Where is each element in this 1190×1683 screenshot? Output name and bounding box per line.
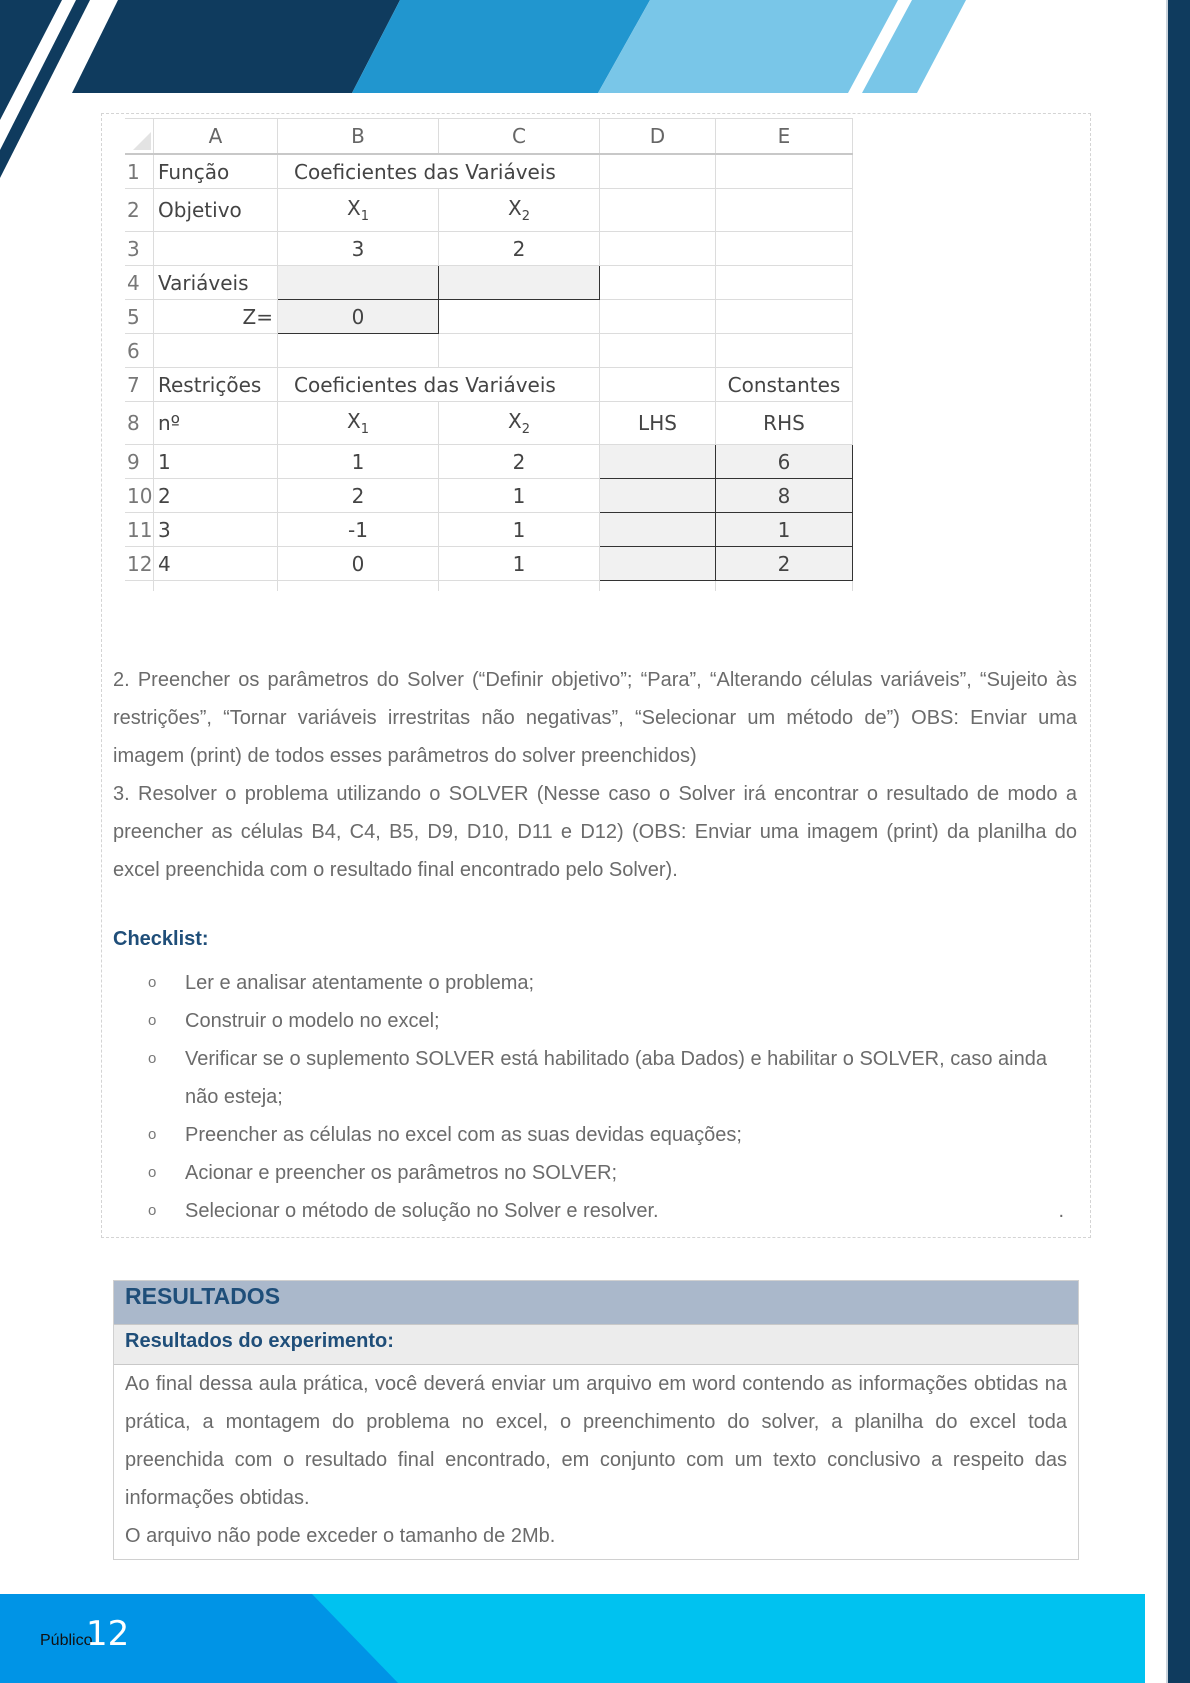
results-heading: RESULTADOS [114, 1281, 1078, 1324]
circle-bullet-icon: o [148, 1050, 157, 1067]
trailing-mark: . [1058, 1200, 1064, 1222]
cell-e5 [716, 300, 853, 334]
checklist-item: o Verificar se o suplemento SOLVER está habilitado (aba Dados) e habilitar o SOLVER, caso ainda não esteja; [148, 1040, 1078, 1116]
cell-a8: nº [154, 402, 278, 445]
select-all-corner [125, 119, 154, 155]
cell-a9: 1 [154, 445, 278, 479]
results-subheading: Resultados do experimento: [114, 1324, 1078, 1365]
cell-d8: LHS [600, 402, 716, 445]
cell-a1: Função [154, 154, 278, 189]
cell-e9: 6 [716, 445, 853, 479]
checklist [148, 964, 1078, 1230]
step-2-paragraph: 2. Preencher os parâmetros do Solver (“Definir objetivo”; “Para”, “Alterando células variáveis”, “Sujeito às restrições”, “Tornar variáveis irrestritas não negativas”, “Selecionar um método de”) OBS: Enviar uma imagem (print) de todos esses parâmetros do solver preenchidos) [113, 669, 1077, 767]
checklist-item: o Selecionar o método de solução no Solver e resolver. . [148, 1192, 1078, 1230]
cell-e6 [716, 334, 853, 368]
cell-d6 [600, 334, 716, 368]
cell-d4 [600, 266, 716, 300]
checklist-item: o Acionar e preencher os parâmetros no SOLVER; [148, 1154, 1078, 1192]
cell-a12: 4 [154, 547, 278, 581]
cell-b9: 1 [278, 445, 439, 479]
sheet-row-11 [125, 513, 853, 547]
cell-d7 [600, 368, 716, 402]
cell-a3 [154, 232, 278, 266]
cell-a5: Z= [154, 300, 278, 334]
column-header-b: B [278, 119, 439, 155]
cell-b3: 3 [278, 232, 439, 266]
cell-b4 [278, 266, 439, 300]
row-number: 9 [125, 445, 154, 479]
sheet-row-10 [125, 479, 853, 513]
column-header-c: C [439, 119, 600, 155]
cell-d1 [600, 154, 716, 189]
cell-c5 [439, 300, 600, 334]
cell-b12: 0 [278, 547, 439, 581]
cell-b6 [278, 334, 439, 368]
cell-d3 [600, 232, 716, 266]
page-side-bar [1166, 0, 1190, 1683]
cell-c12: 1 [439, 547, 600, 581]
sheet-row-9 [125, 445, 853, 479]
cell-e2 [716, 189, 853, 232]
sheet-row-4 [125, 266, 853, 300]
results-file-limit: O arquivo não pode exceder o tamanho de 2Mb. [125, 1525, 556, 1547]
row-number: 3 [125, 232, 154, 266]
cell-e1 [716, 154, 853, 189]
cell-d10 [600, 479, 716, 513]
page-number: 12 [86, 1614, 130, 1654]
row-number: 4 [125, 266, 154, 300]
sheet-row-1 [125, 154, 853, 189]
cell-b1: Coeficientes das Variáveis [278, 154, 600, 189]
cell-b5: 0 [278, 300, 439, 334]
row-number: 11 [125, 513, 154, 547]
cell-a10: 2 [154, 479, 278, 513]
sheet-row-8 [125, 402, 853, 445]
cell-e7: Constantes [716, 368, 853, 402]
cell-d12 [600, 547, 716, 581]
cell-c10: 1 [439, 479, 600, 513]
cell-d2 [600, 189, 716, 232]
sheet-row-3 [125, 232, 853, 266]
results-paragraph: Ao final dessa aula prática, você deverá enviar um arquivo em word contendo as informações obtidas na prática, a montagem do problema no excel, o preenchimento do solver, a planilha do excel toda preenchida com o resultado final encontrado, em conjunto com um texto conclusivo a respeito das informações obtidas. [125, 1373, 1067, 1509]
cell-b7: Coeficientes das Variáveis [278, 368, 600, 402]
row-number: 5 [125, 300, 154, 334]
sheet-row-12 [125, 547, 853, 581]
row-number: 6 [125, 334, 154, 368]
column-header-a: A [154, 119, 278, 155]
cell-b2: $X_1$ [278, 189, 439, 232]
cell-c8: $X_2$ [439, 402, 600, 445]
circle-bullet-icon: o [148, 1202, 157, 1219]
row-number: 8 [125, 402, 154, 445]
cell-c2: $X_2$ [439, 189, 600, 232]
checklist-item: o Construir o modelo no excel; [148, 1002, 1078, 1040]
cell-a4: Variáveis [154, 266, 278, 300]
cell-c9: 2 [439, 445, 600, 479]
results-section [113, 1280, 1079, 1560]
classification-label: Público [40, 1632, 93, 1649]
row-number: 12 [125, 547, 154, 581]
cell-e3 [716, 232, 853, 266]
circle-bullet-icon: o [148, 1012, 157, 1029]
sheet-row-7 [125, 368, 853, 402]
spreadsheet-model [125, 118, 853, 591]
results-body [114, 1365, 1078, 1559]
step-3-paragraph: 3. Resolver o problema utilizando o SOLVER (Nesse caso o Solver irá encontrar o resultado de modo a preencher as células B4, C4, B5, D9, D10, D11 e D12) (OBS: Enviar uma imagem (print) da planilha do excel preenchida com o resultado final encontrado pelo Solver). [113, 783, 1077, 881]
checklist-item: o Ler e analisar atentamente o problema; [148, 964, 1078, 1002]
cell-a2: Objetivo [154, 189, 278, 232]
cell-b10: 2 [278, 479, 439, 513]
cell-e4 [716, 266, 853, 300]
cell-d5 [600, 300, 716, 334]
column-header-row [125, 119, 853, 155]
sheet-row-2 [125, 189, 853, 232]
cell-a11: 3 [154, 513, 278, 547]
row-number: 1 [125, 154, 154, 189]
sheet-row-partial [125, 581, 853, 592]
checklist-title: Checklist: [113, 928, 209, 950]
cell-c11: 1 [439, 513, 600, 547]
cell-b11: -1 [278, 513, 439, 547]
checklist-item: o Preencher as células no excel com as suas devidas equações; [148, 1116, 1078, 1154]
row-number: 2 [125, 189, 154, 232]
column-header-d: D [600, 119, 716, 155]
column-header-e: E [716, 119, 853, 155]
cell-d9 [600, 445, 716, 479]
cell-e8: RHS [716, 402, 853, 445]
cell-c4 [439, 266, 600, 300]
cell-a7: Restrições [154, 368, 278, 402]
sheet-row-6 [125, 334, 853, 368]
row-number: 7 [125, 368, 154, 402]
page-footer [0, 1594, 1145, 1683]
circle-bullet-icon: o [148, 1126, 157, 1143]
cell-c3: 2 [439, 232, 600, 266]
circle-bullet-icon: o [148, 974, 157, 991]
cell-a6 [154, 334, 278, 368]
sheet-row-5 [125, 300, 853, 334]
cell-b8: $X_1$ [278, 402, 439, 445]
cell-e10: 8 [716, 479, 853, 513]
cell-c6 [439, 334, 600, 368]
cell-e12: 2 [716, 547, 853, 581]
circle-bullet-icon: o [148, 1164, 157, 1181]
row-number: 10 [125, 479, 154, 513]
footer-decoration [0, 1594, 1145, 1683]
cell-d11 [600, 513, 716, 547]
cell-e11: 1 [716, 513, 853, 547]
